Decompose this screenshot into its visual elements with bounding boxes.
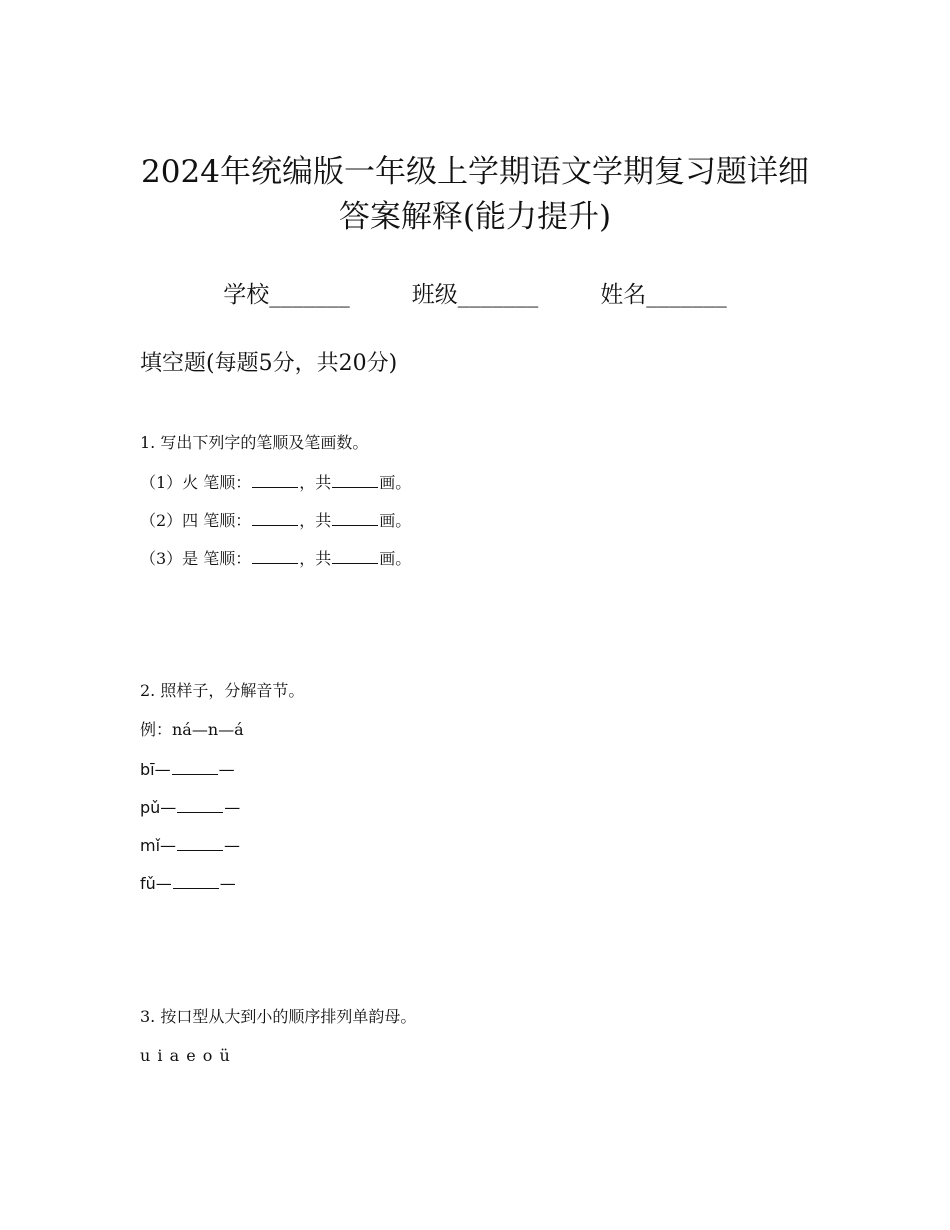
student-info-row	[0, 276, 950, 309]
q2-stem: 2. 照样子，分解音节。	[140, 681, 305, 700]
syllable-blank[interactable]	[173, 872, 219, 889]
name-field[interactable]: 姓名_______	[600, 282, 727, 308]
school-field[interactable]: 学校_______	[223, 282, 350, 308]
document-title	[0, 150, 950, 240]
syllable-blank[interactable]	[177, 834, 223, 851]
stroke-order-blank[interactable]	[252, 509, 298, 526]
syllable-blank[interactable]	[172, 758, 218, 775]
q2-item-1: bī— —	[140, 760, 235, 779]
q1-item-2: （2）四 笔顺： ，共 画。	[140, 511, 412, 530]
title-line-2: 答案解释(能力提升)	[338, 199, 612, 235]
stroke-count-blank[interactable]	[332, 547, 378, 564]
class-field[interactable]: 班级_______	[411, 282, 539, 308]
q1-stem: 1. 写出下列字的笔顺及笔画数。	[140, 433, 369, 452]
q3-vowel-list: u i a e o ü	[140, 1046, 231, 1065]
q1-item-3: （3）是 笔顺： ，共 画。	[140, 549, 412, 568]
title-line-1: 2024年统编版一年级上学期语文学期复习题详细	[141, 154, 809, 190]
section-title: 填空题(每题5分，共20分)	[140, 351, 398, 376]
stroke-count-blank[interactable]	[332, 509, 378, 526]
q2-item-4: fǔ— —	[140, 874, 236, 893]
stroke-order-blank[interactable]	[252, 547, 298, 564]
syllable-blank[interactable]	[177, 796, 223, 813]
q3-stem: 3. 按口型从大到小的顺序排列单韵母。	[140, 1007, 417, 1026]
q2-item-3: mǐ— —	[140, 836, 241, 855]
q1-item-1: （1）火 笔顺： ，共 画。	[140, 473, 412, 492]
stroke-order-blank[interactable]	[252, 471, 298, 488]
q2-example: 例：ná—n—á	[140, 720, 244, 739]
q2-item-2: pǔ— —	[140, 798, 241, 817]
stroke-count-blank[interactable]	[332, 471, 378, 488]
